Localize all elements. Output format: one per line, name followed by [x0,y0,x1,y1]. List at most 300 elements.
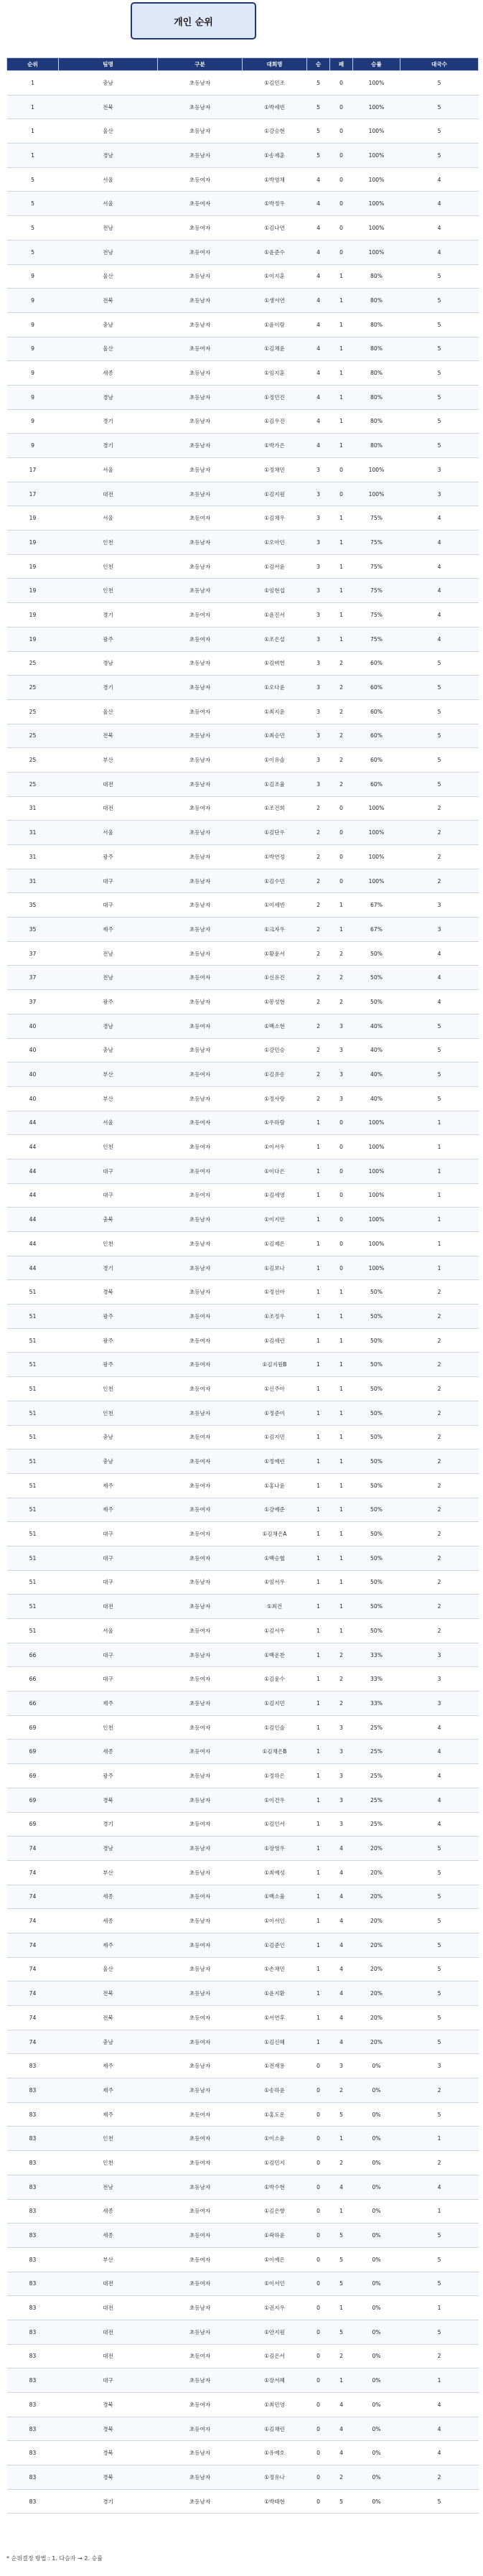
table-row [7,2247,479,2272]
win-rate-cell: 0% [353,2296,400,2320]
win-rate-cell: 50% [353,1595,400,1619]
wins-cell: 2 [307,845,330,869]
games-cell: 4 [400,2175,479,2199]
losses-cell: 4 [330,1933,353,1957]
win-rate-cell: 100% [353,869,400,893]
division-cell: 초등남자 [158,2078,243,2103]
games-cell: 2 [400,1401,479,1425]
win-rate-cell: 100% [353,1208,400,1232]
team-cell: 대전 [59,2272,158,2296]
rank-cell: 74 [7,1885,59,1909]
division-cell: 초등남자 [158,1401,243,1425]
wins-cell: 4 [307,192,330,216]
games-cell: 5 [400,361,479,386]
losses-cell: 0 [330,796,353,821]
wins-cell: 1 [307,1691,330,1716]
games-cell: 2 [400,1498,479,1522]
division-cell: 초등남자 [158,1643,243,1667]
player-cell: ①곽하윤 [243,2223,307,2248]
wins-cell: 4 [307,240,330,264]
games-cell: 2 [400,1425,479,1450]
games-cell: 1 [400,2127,479,2151]
win-rate-cell: 20% [353,1885,400,1909]
table-row [7,1691,479,1716]
team-cell: 부산 [59,1860,158,1885]
games-cell: 5 [400,2030,479,2054]
games-cell: 1 [400,2199,479,2223]
player-cell: ①김나연 [243,216,307,241]
games-cell: 5 [400,2223,479,2248]
rank-cell: 51 [7,1425,59,1450]
games-cell: 4 [400,627,479,651]
games-cell: 5 [400,651,479,676]
team-cell: 대전 [59,482,158,506]
team-cell: 대구 [59,2369,158,2393]
division-cell: 초등여자 [158,2127,243,2151]
losses-cell: 1 [330,554,353,579]
division-cell: 초등여자 [158,1619,243,1643]
wins-cell: 1 [307,1667,330,1691]
wins-cell: 1 [307,1328,330,1353]
rank-cell: 19 [7,531,59,555]
player-cell: ①이지안 [243,1208,307,1232]
division-cell: 초등여자 [158,1546,243,1570]
rank-cell: 83 [7,2320,59,2344]
wins-cell: 1 [307,1788,330,1812]
win-rate-cell: 0% [353,2247,400,2272]
table-row [7,1933,479,1957]
table-row [7,2272,479,2296]
division-cell: 초등남자 [158,2175,243,2199]
team-cell: 제주 [59,918,158,942]
table-row [7,1982,479,2006]
division-cell: 초등남자 [158,1909,243,1933]
losses-cell: 2 [330,699,353,724]
losses-cell: 0 [330,95,353,119]
table-row [7,2369,479,2393]
division-cell: 초등남자 [158,95,243,119]
wins-cell: 1 [307,2006,330,2030]
games-cell: 4 [400,192,479,216]
win-rate-cell: 80% [353,289,400,313]
losses-cell: 1 [330,385,353,409]
table-row [7,1353,479,1377]
player-cell: ①정예린 [243,1450,307,1474]
team-cell: 서울 [59,167,158,192]
header-win-rate: 승률 [353,58,400,71]
table-row [7,1522,479,1546]
team-cell: 충북 [59,1208,158,1232]
games-cell: 3 [400,1643,479,1667]
win-rate-cell: 100% [353,1183,400,1208]
losses-cell: 1 [330,1498,353,1522]
wins-cell: 1 [307,1135,330,1159]
division-cell: 초등남자 [158,71,243,95]
division-cell: 초등남자 [158,1860,243,1885]
player-cell: ①박영채 [243,167,307,192]
division-cell: 초등여자 [158,2102,243,2127]
rank-cell: 1 [7,71,59,95]
wins-cell: 1 [307,1208,330,1232]
win-rate-cell: 40% [353,1086,400,1111]
games-cell: 5 [400,337,479,361]
player-cell: ①백운찬 [243,1643,307,1667]
wins-cell: 2 [307,966,330,990]
table-row [7,1957,479,1982]
losses-cell: 2 [330,2151,353,2175]
games-cell: 4 [400,2441,479,2465]
table-row [7,337,479,361]
division-cell: 초등여자 [158,2417,243,2441]
rank-cell: 19 [7,579,59,603]
wins-cell: 1 [307,1885,330,1909]
wins-cell: 5 [307,144,330,168]
division-cell: 초등여자 [158,2272,243,2296]
division-cell: 초등남자 [158,579,243,603]
team-cell: 울산 [59,1957,158,1982]
win-rate-cell: 100% [353,167,400,192]
team-cell: 제주 [59,1498,158,1522]
losses-cell: 3 [330,1715,353,1740]
wins-cell: 2 [307,893,330,918]
rank-cell: 31 [7,821,59,845]
games-cell: 4 [400,579,479,603]
table-row [7,676,479,700]
games-cell: 5 [400,1957,479,1982]
games-cell: 5 [400,2006,479,2030]
division-cell: 초등여자 [158,192,243,216]
player-cell: ①박정우 [243,192,307,216]
losses-cell: 1 [330,1570,353,1595]
table-row [7,1377,479,1401]
losses-cell: 2 [330,748,353,773]
games-cell: 5 [400,1982,479,2006]
losses-cell: 1 [330,1401,353,1425]
games-cell: 4 [400,603,479,627]
losses-cell: 0 [330,144,353,168]
win-rate-cell: 50% [353,1280,400,1305]
player-cell: ①정하은 [243,1764,307,1788]
games-cell: 2 [400,1473,479,1498]
division-cell: 초등남자 [158,144,243,168]
team-cell: 대구 [59,1546,158,1570]
wins-cell: 1 [307,1111,330,1135]
rank-cell: 51 [7,1498,59,1522]
division-cell: 초등여자 [158,2151,243,2175]
division-cell: 초등여자 [158,1377,243,1401]
player-cell: ①우하람 [243,1111,307,1135]
table-row [7,796,479,821]
win-rate-cell: 25% [353,1764,400,1788]
games-cell: 1 [400,2296,479,2320]
games-cell: 5 [400,1909,479,1933]
division-cell: 초등남자 [158,651,243,676]
division-cell: 초등여자 [158,1473,243,1498]
division-cell: 초등여자 [158,796,243,821]
table-row [7,1256,479,1280]
team-cell: 경남 [59,651,158,676]
games-cell: 5 [400,1837,479,1861]
player-cell: ①정유나 [243,2465,307,2490]
player-cell: ①송재훈 [243,144,307,168]
player-cell: ①홍나윤 [243,1473,307,1498]
win-rate-cell: 0% [353,2054,400,2078]
team-cell: 전남 [59,216,158,241]
rank-cell: 25 [7,748,59,773]
games-cell: 5 [400,2272,479,2296]
games-cell: 1 [400,1159,479,1183]
wins-cell: 0 [307,2054,330,2078]
win-rate-cell: 0% [353,2441,400,2465]
team-cell: 광주 [59,845,158,869]
player-cell: ①김신혜 [243,2030,307,2054]
win-rate-cell: 100% [353,1111,400,1135]
win-rate-cell: 0% [353,2199,400,2223]
player-cell: ①김유송 [243,1063,307,1087]
games-cell: 1 [400,1256,479,1280]
rank-cell: 51 [7,1570,59,1595]
rank-cell: 44 [7,1208,59,1232]
table-row [7,1135,479,1159]
rank-cell: 74 [7,1982,59,2006]
rank-cell: 51 [7,1377,59,1401]
games-cell: 5 [400,95,479,119]
losses-cell: 0 [330,1111,353,1135]
rank-cell: 44 [7,1135,59,1159]
table-row [7,2417,479,2441]
division-cell: 초등남자 [158,1595,243,1619]
games-cell: 5 [400,409,479,434]
wins-cell: 3 [307,651,330,676]
team-cell: 인천 [59,1135,158,1159]
team-cell: 전남 [59,2175,158,2199]
table-row [7,1909,479,1933]
games-cell: 5 [400,385,479,409]
rank-cell: 51 [7,1546,59,1570]
win-rate-cell: 40% [353,1063,400,1087]
division-cell: 초등남자 [158,1982,243,2006]
division-cell: 초등여자 [158,1740,243,1764]
table-row [7,990,479,1014]
player-cell: ①김서우 [243,1619,307,1643]
table-row [7,1812,479,1837]
player-cell: ①황윤서 [243,941,307,966]
team-cell: 경기 [59,676,158,700]
rank-cell: 69 [7,1715,59,1740]
losses-cell: 4 [330,2441,353,2465]
games-cell: 4 [400,531,479,555]
games-cell: 2 [400,1353,479,1377]
rank-cell: 51 [7,1280,59,1305]
rank-cell: 83 [7,2272,59,2296]
table-row [7,264,479,289]
games-cell: 5 [400,2320,479,2344]
win-rate-cell: 25% [353,1715,400,1740]
wins-cell: 4 [307,361,330,386]
win-rate-cell: 20% [353,1837,400,1861]
win-rate-cell: 50% [353,990,400,1014]
division-cell: 초등남자 [158,385,243,409]
table-row [7,918,479,942]
wins-cell: 0 [307,2102,330,2127]
rank-cell: 83 [7,2151,59,2175]
wins-cell: 1 [307,1353,330,1377]
table-row [7,2465,479,2490]
wins-cell: 0 [307,2296,330,2320]
division-cell: 초등여자 [158,966,243,990]
win-rate-cell: 20% [353,1909,400,1933]
player-cell: ①김인서 [243,1812,307,1837]
win-rate-cell: 33% [353,1643,400,1667]
table-row [7,434,479,458]
games-cell: 2 [400,2344,479,2369]
win-rate-cell: 60% [353,699,400,724]
rank-cell: 9 [7,361,59,386]
wins-cell: 5 [307,95,330,119]
rank-cell: 51 [7,1401,59,1425]
team-cell: 경북 [59,2393,158,2417]
losses-cell: 3 [330,1086,353,1111]
team-cell: 충남 [59,71,158,95]
wins-cell: 3 [307,748,330,773]
header-rank: 순위 [7,58,59,71]
losses-cell: 4 [330,2030,353,2054]
table-row [7,821,479,845]
table-row [7,2489,479,2514]
losses-cell: 2 [330,2344,353,2369]
team-cell: 광주 [59,990,158,1014]
games-cell: 5 [400,676,479,700]
team-cell: 광주 [59,1305,158,1329]
player-cell: ①이서우 [243,1135,307,1159]
win-rate-cell: 50% [353,966,400,990]
games-cell: 2 [400,1546,479,1570]
win-rate-cell: 100% [353,95,400,119]
division-cell: 초등남자 [158,941,243,966]
rank-cell: 19 [7,554,59,579]
division-cell: 초등남자 [158,918,243,942]
player-cell: ①안지원 [243,2320,307,2344]
player-cell: ①권지우 [243,2296,307,2320]
player-cell: ①크자우 [243,918,307,942]
division-cell: 초등남자 [158,1038,243,1063]
table-row [7,893,479,918]
player-cell: ①김민지 [243,2151,307,2175]
wins-cell: 4 [307,216,330,241]
rank-cell: 5 [7,240,59,264]
player-cell: ①김준인 [243,1933,307,1957]
team-cell: 경북 [59,2465,158,2490]
wins-cell: 0 [307,2465,330,2490]
team-cell: 서울 [59,506,158,531]
losses-cell: 0 [330,845,353,869]
wins-cell: 0 [307,2417,330,2441]
games-cell: 3 [400,2054,479,2078]
games-cell: 5 [400,2102,479,2127]
team-cell: 제주 [59,1691,158,1716]
team-cell: 충남 [59,1450,158,1474]
wins-cell: 1 [307,1546,330,1570]
win-rate-cell: 80% [353,409,400,434]
team-cell: 전남 [59,966,158,990]
losses-cell: 3 [330,1812,353,1837]
team-cell: 경남 [59,144,158,168]
division-cell: 초등여자 [158,1014,243,1038]
losses-cell: 4 [330,1837,353,1861]
games-cell: 1 [400,1111,479,1135]
team-cell: 전북 [59,289,158,313]
wins-cell: 1 [307,1401,330,1425]
team-cell: 세종 [59,1909,158,1933]
wins-cell: 0 [307,2078,330,2103]
losses-cell: 0 [330,240,353,264]
division-cell: 초등남자 [158,2465,243,2490]
division-cell: 초등여자 [158,1715,243,1740]
rank-cell: 25 [7,699,59,724]
table-row [7,748,479,773]
wins-cell: 1 [307,1715,330,1740]
wins-cell: 1 [307,1643,330,1667]
losses-cell: 1 [330,1450,353,1474]
win-rate-cell: 67% [353,893,400,918]
rank-cell: 51 [7,1473,59,1498]
player-cell: ①이세빈 [243,893,307,918]
player-cell: ①김인솔 [243,1715,307,1740]
team-cell: 전남 [59,240,158,264]
games-cell: 1 [400,1183,479,1208]
team-cell: 경남 [59,1014,158,1038]
team-cell: 울산 [59,119,158,144]
division-cell: 초등여자 [158,1063,243,1087]
team-cell: 서울 [59,1619,158,1643]
rank-cell: 83 [7,2489,59,2514]
table-row [7,1498,479,1522]
win-rate-cell: 50% [353,1522,400,1546]
win-rate-cell: 0% [353,2223,400,2248]
division-cell: 초등여자 [158,1183,243,1208]
table-row [7,2296,479,2320]
wins-cell: 1 [307,1570,330,1595]
losses-cell: 1 [330,2127,353,2151]
rank-cell: 83 [7,2344,59,2369]
team-cell: 인천 [59,2151,158,2175]
losses-cell: 1 [330,361,353,386]
games-cell: 4 [400,941,479,966]
rank-cell: 37 [7,966,59,990]
division-cell: 초등남자 [158,119,243,144]
losses-cell: 1 [330,2369,353,2393]
games-cell: 5 [400,1860,479,1885]
division-cell: 초등남자 [158,2441,243,2465]
team-cell: 제주 [59,2078,158,2103]
losses-cell: 0 [330,1183,353,1208]
team-cell: 제주 [59,1933,158,1957]
win-rate-cell: 40% [353,1038,400,1063]
division-cell: 초등여자 [158,1450,243,1474]
player-cell: ①정준이 [243,1401,307,1425]
ranking-table-body [7,71,479,2514]
losses-cell: 1 [330,531,353,555]
table-row [7,2030,479,2054]
table-row [7,869,479,893]
losses-cell: 1 [330,1377,353,1401]
losses-cell: 1 [330,893,353,918]
win-rate-cell: 40% [353,1014,400,1038]
wins-cell: 1 [307,1522,330,1546]
win-rate-cell: 100% [353,458,400,482]
player-cell: ①김단우 [243,821,307,845]
win-rate-cell: 100% [353,144,400,168]
